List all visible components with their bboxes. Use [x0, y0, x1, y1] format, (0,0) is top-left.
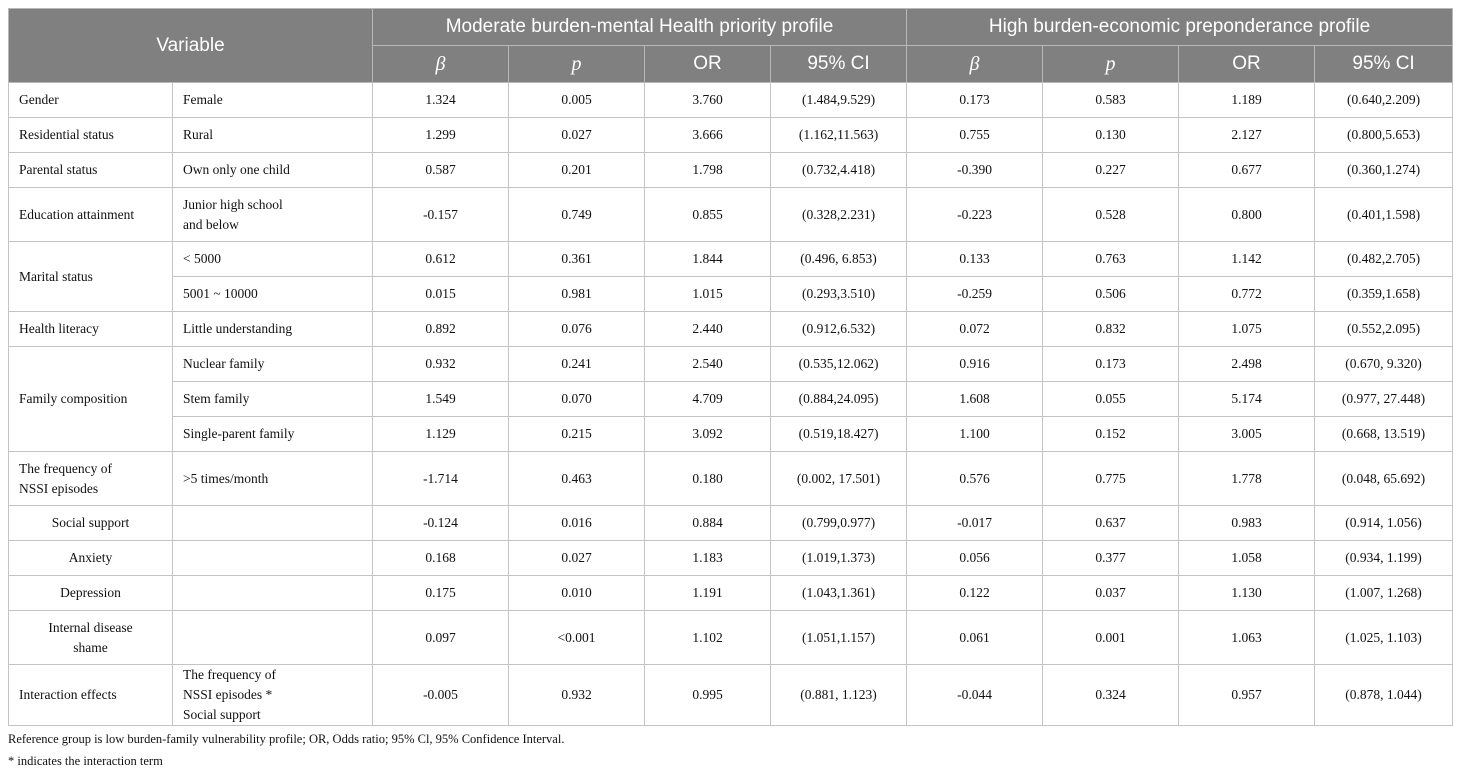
g1-or-cell: 3.666 [645, 118, 771, 153]
g2-or-cell: 0.957 [1179, 665, 1315, 726]
g1-beta-cell: 0.168 [373, 541, 509, 576]
subgroup-cell [173, 541, 373, 576]
g1-p-cell: 0.076 [509, 312, 645, 347]
table-row [9, 665, 1453, 726]
g2-p-cell: 0.152 [1043, 417, 1179, 452]
g2-p-cell: 0.324 [1043, 665, 1179, 726]
g1-ci-cell: (1.019,1.373) [771, 541, 907, 576]
g1-p-cell: 0.016 [509, 506, 645, 541]
g1-p-cell: 0.361 [509, 242, 645, 277]
g2-ci-cell: (0.914, 1.056) [1315, 506, 1453, 541]
g2-p-cell: 0.377 [1043, 541, 1179, 576]
g2-ci-cell: (0.878, 1.044) [1315, 665, 1453, 726]
g2-ci-cell: (0.934, 1.199) [1315, 541, 1453, 576]
footnote-2: * indicates the interaction term [8, 754, 163, 768]
g2-p-cell: 0.055 [1043, 382, 1179, 417]
variable-cell: Marital status [9, 242, 173, 312]
g2-or-cell: 2.127 [1179, 118, 1315, 153]
variable-cell: Internal disease shame [9, 611, 173, 665]
col-p-g2: p [1043, 46, 1179, 83]
table-row [9, 312, 1453, 347]
g1-p-cell: 0.005 [509, 83, 645, 118]
g2-ci-cell: (0.359,1.658) [1315, 277, 1453, 312]
g2-ci-cell: (0.668, 13.519) [1315, 417, 1453, 452]
variable-cell: Gender [9, 83, 173, 118]
table-row [9, 277, 1453, 312]
g1-beta-cell: 0.932 [373, 347, 509, 382]
g1-p-cell: <0.001 [509, 611, 645, 665]
g1-or-cell: 3.092 [645, 417, 771, 452]
g1-ci-cell: (0.881, 1.123) [771, 665, 907, 726]
g1-beta-cell: 1.129 [373, 417, 509, 452]
g1-beta-cell: 0.587 [373, 153, 509, 188]
g1-or-cell: 1.798 [645, 153, 771, 188]
g1-p-cell: 0.201 [509, 153, 645, 188]
col-p-g1: p [509, 46, 645, 83]
g2-or-cell: 1.058 [1179, 541, 1315, 576]
g1-or-cell: 4.709 [645, 382, 771, 417]
g1-beta-cell: 0.097 [373, 611, 509, 665]
subgroup-cell: < 5000 [173, 242, 373, 277]
variable-cell: Residential status [9, 118, 173, 153]
g2-p-cell: 0.583 [1043, 83, 1179, 118]
g1-ci-cell: (0.799,0.977) [771, 506, 907, 541]
group2-header: High burden-economic preponderance profile [907, 9, 1453, 46]
g2-ci-cell: (0.360,1.274) [1315, 153, 1453, 188]
g1-beta-cell: 1.549 [373, 382, 509, 417]
table-container [8, 8, 1452, 770]
col-ci-g2: 95% CI [1315, 46, 1453, 83]
g2-ci-cell: (0.482,2.705) [1315, 242, 1453, 277]
g2-or-cell: 0.677 [1179, 153, 1315, 188]
table-row [9, 347, 1453, 382]
g1-p-cell: 0.027 [509, 118, 645, 153]
g1-p-cell: 0.749 [509, 188, 645, 242]
g2-beta-cell: -0.223 [907, 188, 1043, 242]
g1-or-cell: 2.440 [645, 312, 771, 347]
g1-ci-cell: (0.732,4.418) [771, 153, 907, 188]
g1-ci-cell: (0.496, 6.853) [771, 242, 907, 277]
g1-p-cell: 0.932 [509, 665, 645, 726]
g1-or-cell: 0.884 [645, 506, 771, 541]
g1-or-cell: 1.844 [645, 242, 771, 277]
g2-beta-cell: 0.576 [907, 452, 1043, 506]
g1-p-cell: 0.981 [509, 277, 645, 312]
variable-cell: Depression [9, 576, 173, 611]
footnote-1: Reference group is low burden-family vulnerability profile; OR, Odds ratio; 95% Cl, 95% Confidence Interval. [8, 732, 565, 746]
g2-beta-cell: -0.017 [907, 506, 1043, 541]
g1-or-cell: 0.180 [645, 452, 771, 506]
subgroup-cell: The frequency of NSSI episodes * Social support [173, 665, 373, 726]
g2-p-cell: 0.227 [1043, 153, 1179, 188]
variable-cell: Anxiety [9, 541, 173, 576]
g2-beta-cell: 0.056 [907, 541, 1043, 576]
g1-p-cell: 0.010 [509, 576, 645, 611]
col-ci-g1: 95% CI [771, 46, 907, 83]
table-row [9, 153, 1453, 188]
subgroup-cell [173, 576, 373, 611]
g2-ci-cell: (0.401,1.598) [1315, 188, 1453, 242]
variable-cell: Interaction effects [9, 665, 173, 726]
g1-or-cell: 1.102 [645, 611, 771, 665]
col-beta-g1: β [373, 46, 509, 83]
subgroup-cell: Single-parent family [173, 417, 373, 452]
subgroup-cell: Stem family [173, 382, 373, 417]
subgroup-cell: Nuclear family [173, 347, 373, 382]
g2-or-cell: 3.005 [1179, 417, 1315, 452]
g2-beta-cell: 0.122 [907, 576, 1043, 611]
variable-cell: Parental status [9, 153, 173, 188]
subgroup-cell: Female [173, 83, 373, 118]
g2-ci-cell: (1.007, 1.268) [1315, 576, 1453, 611]
g2-ci-cell: (0.640,2.209) [1315, 83, 1453, 118]
g1-p-cell: 0.070 [509, 382, 645, 417]
g1-beta-cell: 0.015 [373, 277, 509, 312]
g2-or-cell: 0.983 [1179, 506, 1315, 541]
subgroup-cell: Own only one child [173, 153, 373, 188]
g1-ci-cell: (0.535,12.062) [771, 347, 907, 382]
g2-beta-cell: -0.390 [907, 153, 1043, 188]
table-row [9, 452, 1453, 506]
table-row [9, 576, 1453, 611]
variable-cell: Health literacy [9, 312, 173, 347]
g2-beta-cell: 0.916 [907, 347, 1043, 382]
g1-beta-cell: 1.299 [373, 118, 509, 153]
g1-p-cell: 0.463 [509, 452, 645, 506]
g1-ci-cell: (0.884,24.095) [771, 382, 907, 417]
g2-or-cell: 1.142 [1179, 242, 1315, 277]
col-or-g2: OR [1179, 46, 1315, 83]
subgroup-cell: Little understanding [173, 312, 373, 347]
g1-beta-cell: -0.157 [373, 188, 509, 242]
g2-p-cell: 0.001 [1043, 611, 1179, 665]
g2-beta-cell: 1.100 [907, 417, 1043, 452]
g2-or-cell: 1.075 [1179, 312, 1315, 347]
variable-header: Variable [9, 9, 373, 83]
g1-or-cell: 1.015 [645, 277, 771, 312]
g1-or-cell: 1.191 [645, 576, 771, 611]
g2-p-cell: 0.637 [1043, 506, 1179, 541]
g1-p-cell: 0.027 [509, 541, 645, 576]
g1-beta-cell: 0.612 [373, 242, 509, 277]
table-row [9, 417, 1453, 452]
table-row [9, 188, 1453, 242]
variable-cell: The frequency of NSSI episodes [9, 452, 173, 506]
g1-beta-cell: 0.175 [373, 576, 509, 611]
table-row [9, 541, 1453, 576]
g1-ci-cell: (1.043,1.361) [771, 576, 907, 611]
g1-or-cell: 1.183 [645, 541, 771, 576]
table-row [9, 382, 1453, 417]
g2-beta-cell: 1.608 [907, 382, 1043, 417]
g1-ci-cell: (1.484,9.529) [771, 83, 907, 118]
group1-header: Moderate burden-mental Health priority profile [373, 9, 907, 46]
g2-beta-cell: 0.072 [907, 312, 1043, 347]
g2-beta-cell: 0.133 [907, 242, 1043, 277]
g1-ci-cell: (1.162,11.563) [771, 118, 907, 153]
subgroup-cell [173, 506, 373, 541]
g1-ci-cell: (0.912,6.532) [771, 312, 907, 347]
g1-p-cell: 0.241 [509, 347, 645, 382]
g2-beta-cell: 0.061 [907, 611, 1043, 665]
table-row [9, 118, 1453, 153]
g1-beta-cell: 1.324 [373, 83, 509, 118]
g2-p-cell: 0.775 [1043, 452, 1179, 506]
col-beta-g2: β [907, 46, 1043, 83]
g2-p-cell: 0.130 [1043, 118, 1179, 153]
g2-or-cell: 5.174 [1179, 382, 1315, 417]
table-row [9, 611, 1453, 665]
g2-or-cell: 2.498 [1179, 347, 1315, 382]
g2-ci-cell: (0.552,2.095) [1315, 312, 1453, 347]
g2-or-cell: 0.772 [1179, 277, 1315, 312]
g2-p-cell: 0.528 [1043, 188, 1179, 242]
g2-beta-cell: 0.173 [907, 83, 1043, 118]
g1-beta-cell: -0.124 [373, 506, 509, 541]
variable-cell: Social support [9, 506, 173, 541]
col-or-g1: OR [645, 46, 771, 83]
g2-ci-cell: (0.048, 65.692) [1315, 452, 1453, 506]
subgroup-cell: Junior high school and below [173, 188, 373, 242]
g2-p-cell: 0.763 [1043, 242, 1179, 277]
g2-p-cell: 0.506 [1043, 277, 1179, 312]
table-row [9, 506, 1453, 541]
g1-ci-cell: (1.051,1.157) [771, 611, 907, 665]
g2-or-cell: 1.189 [1179, 83, 1315, 118]
g2-ci-cell: (1.025, 1.103) [1315, 611, 1453, 665]
g1-ci-cell: (0.519,18.427) [771, 417, 907, 452]
g2-ci-cell: (0.977, 27.448) [1315, 382, 1453, 417]
variable-cell: Family composition [9, 347, 173, 452]
g2-p-cell: 0.832 [1043, 312, 1179, 347]
subgroup-cell: Rural [173, 118, 373, 153]
g1-p-cell: 0.215 [509, 417, 645, 452]
g2-or-cell: 1.778 [1179, 452, 1315, 506]
g2-or-cell: 1.063 [1179, 611, 1315, 665]
g2-or-cell: 1.130 [1179, 576, 1315, 611]
g2-beta-cell: 0.755 [907, 118, 1043, 153]
g1-or-cell: 3.760 [645, 83, 771, 118]
g2-p-cell: 0.173 [1043, 347, 1179, 382]
g1-ci-cell: (0.002, 17.501) [771, 452, 907, 506]
subgroup-cell: >5 times/month [173, 452, 373, 506]
g2-beta-cell: -0.044 [907, 665, 1043, 726]
g2-or-cell: 0.800 [1179, 188, 1315, 242]
g2-ci-cell: (0.800,5.653) [1315, 118, 1453, 153]
subgroup-cell [173, 611, 373, 665]
subgroup-cell: 5001 ~ 10000 [173, 277, 373, 312]
g1-beta-cell: -0.005 [373, 665, 509, 726]
regression-table [8, 8, 1453, 726]
g1-beta-cell: -1.714 [373, 452, 509, 506]
g2-p-cell: 0.037 [1043, 576, 1179, 611]
g1-ci-cell: (0.328,2.231) [771, 188, 907, 242]
g1-or-cell: 2.540 [645, 347, 771, 382]
variable-cell: Education attainment [9, 188, 173, 242]
g1-or-cell: 0.995 [645, 665, 771, 726]
g1-or-cell: 0.855 [645, 188, 771, 242]
g2-beta-cell: -0.259 [907, 277, 1043, 312]
table-row [9, 83, 1453, 118]
g1-ci-cell: (0.293,3.510) [771, 277, 907, 312]
table-row [9, 242, 1453, 277]
g1-beta-cell: 0.892 [373, 312, 509, 347]
g2-ci-cell: (0.670, 9.320) [1315, 347, 1453, 382]
